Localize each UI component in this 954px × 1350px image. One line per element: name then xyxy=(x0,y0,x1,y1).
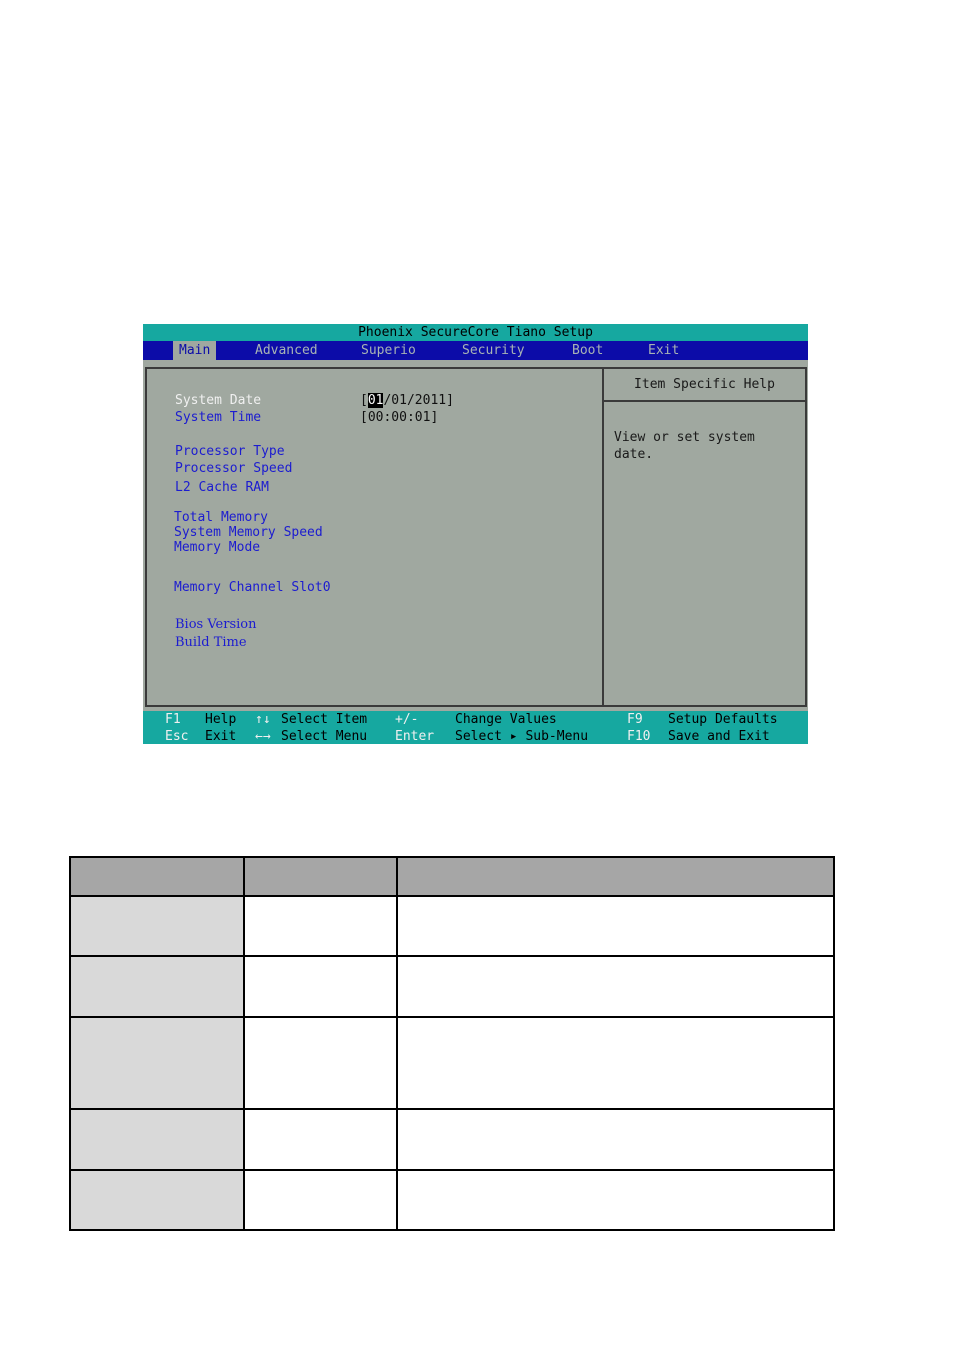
key-esc-desc: Exit xyxy=(205,729,237,744)
key-f10-desc: Save and Exit xyxy=(668,729,770,744)
bios-setup-screen xyxy=(143,324,808,744)
key-f9: F9 xyxy=(627,712,643,727)
key-plusminus-desc: Change Values xyxy=(455,712,557,727)
item-help-panel xyxy=(602,367,807,707)
table-cell xyxy=(70,956,244,1017)
table-cell xyxy=(244,1109,397,1170)
key-f10: F10 xyxy=(627,729,651,744)
table-cell xyxy=(244,1017,397,1109)
table-cell xyxy=(397,1109,834,1170)
date-bracket: [ xyxy=(360,393,368,408)
menu-tab-superio[interactable]: Superio xyxy=(361,343,416,358)
table-cell xyxy=(244,956,397,1017)
help-panel-text: View or set system date. xyxy=(614,430,755,462)
memory-speed-label: System Memory Speed xyxy=(174,525,323,540)
bios-menu-bar xyxy=(143,341,808,360)
system-date-label[interactable]: System Date xyxy=(175,393,262,408)
bios-version-label: Bios Version xyxy=(175,617,257,632)
key-esc: Esc xyxy=(165,729,189,744)
table-cell xyxy=(244,896,397,956)
processor-type-label: Processor Type xyxy=(175,444,285,459)
table-header-cell xyxy=(244,857,397,896)
key-updown-desc: Select Item xyxy=(281,712,368,727)
help-panel-title: Item Specific Help xyxy=(604,369,805,402)
key-enter: Enter xyxy=(395,729,435,744)
arrow-updown-icon: ↑↓ xyxy=(255,712,271,727)
table-header-cell xyxy=(397,857,834,896)
table-cell xyxy=(397,1170,834,1230)
table-row xyxy=(70,1017,834,1109)
table-row xyxy=(70,896,834,956)
key-plusminus: +/- xyxy=(395,712,419,727)
settings-description-table xyxy=(69,856,835,1231)
key-f9-desc: Setup Defaults xyxy=(668,712,778,727)
key-leftright-desc: Select Menu xyxy=(281,729,368,744)
table-row xyxy=(70,1109,834,1170)
system-time-value[interactable]: [00:00:01] xyxy=(360,410,439,425)
key-enter-desc: Select ▸ Sub-Menu xyxy=(455,729,589,744)
menu-tab-advanced[interactable]: Advanced xyxy=(255,343,318,358)
table-cell xyxy=(244,1170,397,1230)
arrow-leftright-icon: ←→ xyxy=(255,729,271,744)
processor-speed-label: Processor Speed xyxy=(175,461,293,476)
memory-slot0-label: Memory Channel Slot0 xyxy=(174,580,331,595)
table-header-row xyxy=(70,857,834,896)
main-settings-panel xyxy=(145,367,604,707)
table-row xyxy=(70,956,834,1017)
table-cell xyxy=(397,1017,834,1109)
bios-title-bar: Phoenix SecureCore Tiano Setup xyxy=(143,324,808,341)
date-rest: /01/2011] xyxy=(383,393,454,408)
key-f1: F1 xyxy=(165,712,181,727)
system-date-value[interactable] xyxy=(360,393,454,408)
l2-cache-label: L2 Cache RAM xyxy=(175,480,269,495)
key-f1-desc: Help xyxy=(205,712,237,727)
menu-tab-main[interactable]: Main xyxy=(173,341,216,360)
table-cell xyxy=(70,1109,244,1170)
table-cell xyxy=(397,956,834,1017)
system-time-label[interactable]: System Time xyxy=(175,410,262,425)
menu-tab-exit[interactable]: Exit xyxy=(648,343,680,358)
build-time-label: Build Time xyxy=(175,635,247,650)
table-cell xyxy=(70,896,244,956)
table-cell xyxy=(397,896,834,956)
bios-key-legend xyxy=(143,711,808,744)
memory-mode-label: Memory Mode xyxy=(174,540,261,555)
table-row xyxy=(70,1170,834,1230)
table-header-cell xyxy=(70,857,244,896)
menu-tab-security[interactable]: Security xyxy=(462,343,525,358)
table-cell xyxy=(70,1017,244,1109)
menu-tab-boot[interactable]: Boot xyxy=(572,343,604,358)
total-memory-label: Total Memory xyxy=(174,510,268,525)
date-month-cursor[interactable]: 01 xyxy=(367,393,384,408)
table-cell xyxy=(70,1170,244,1230)
